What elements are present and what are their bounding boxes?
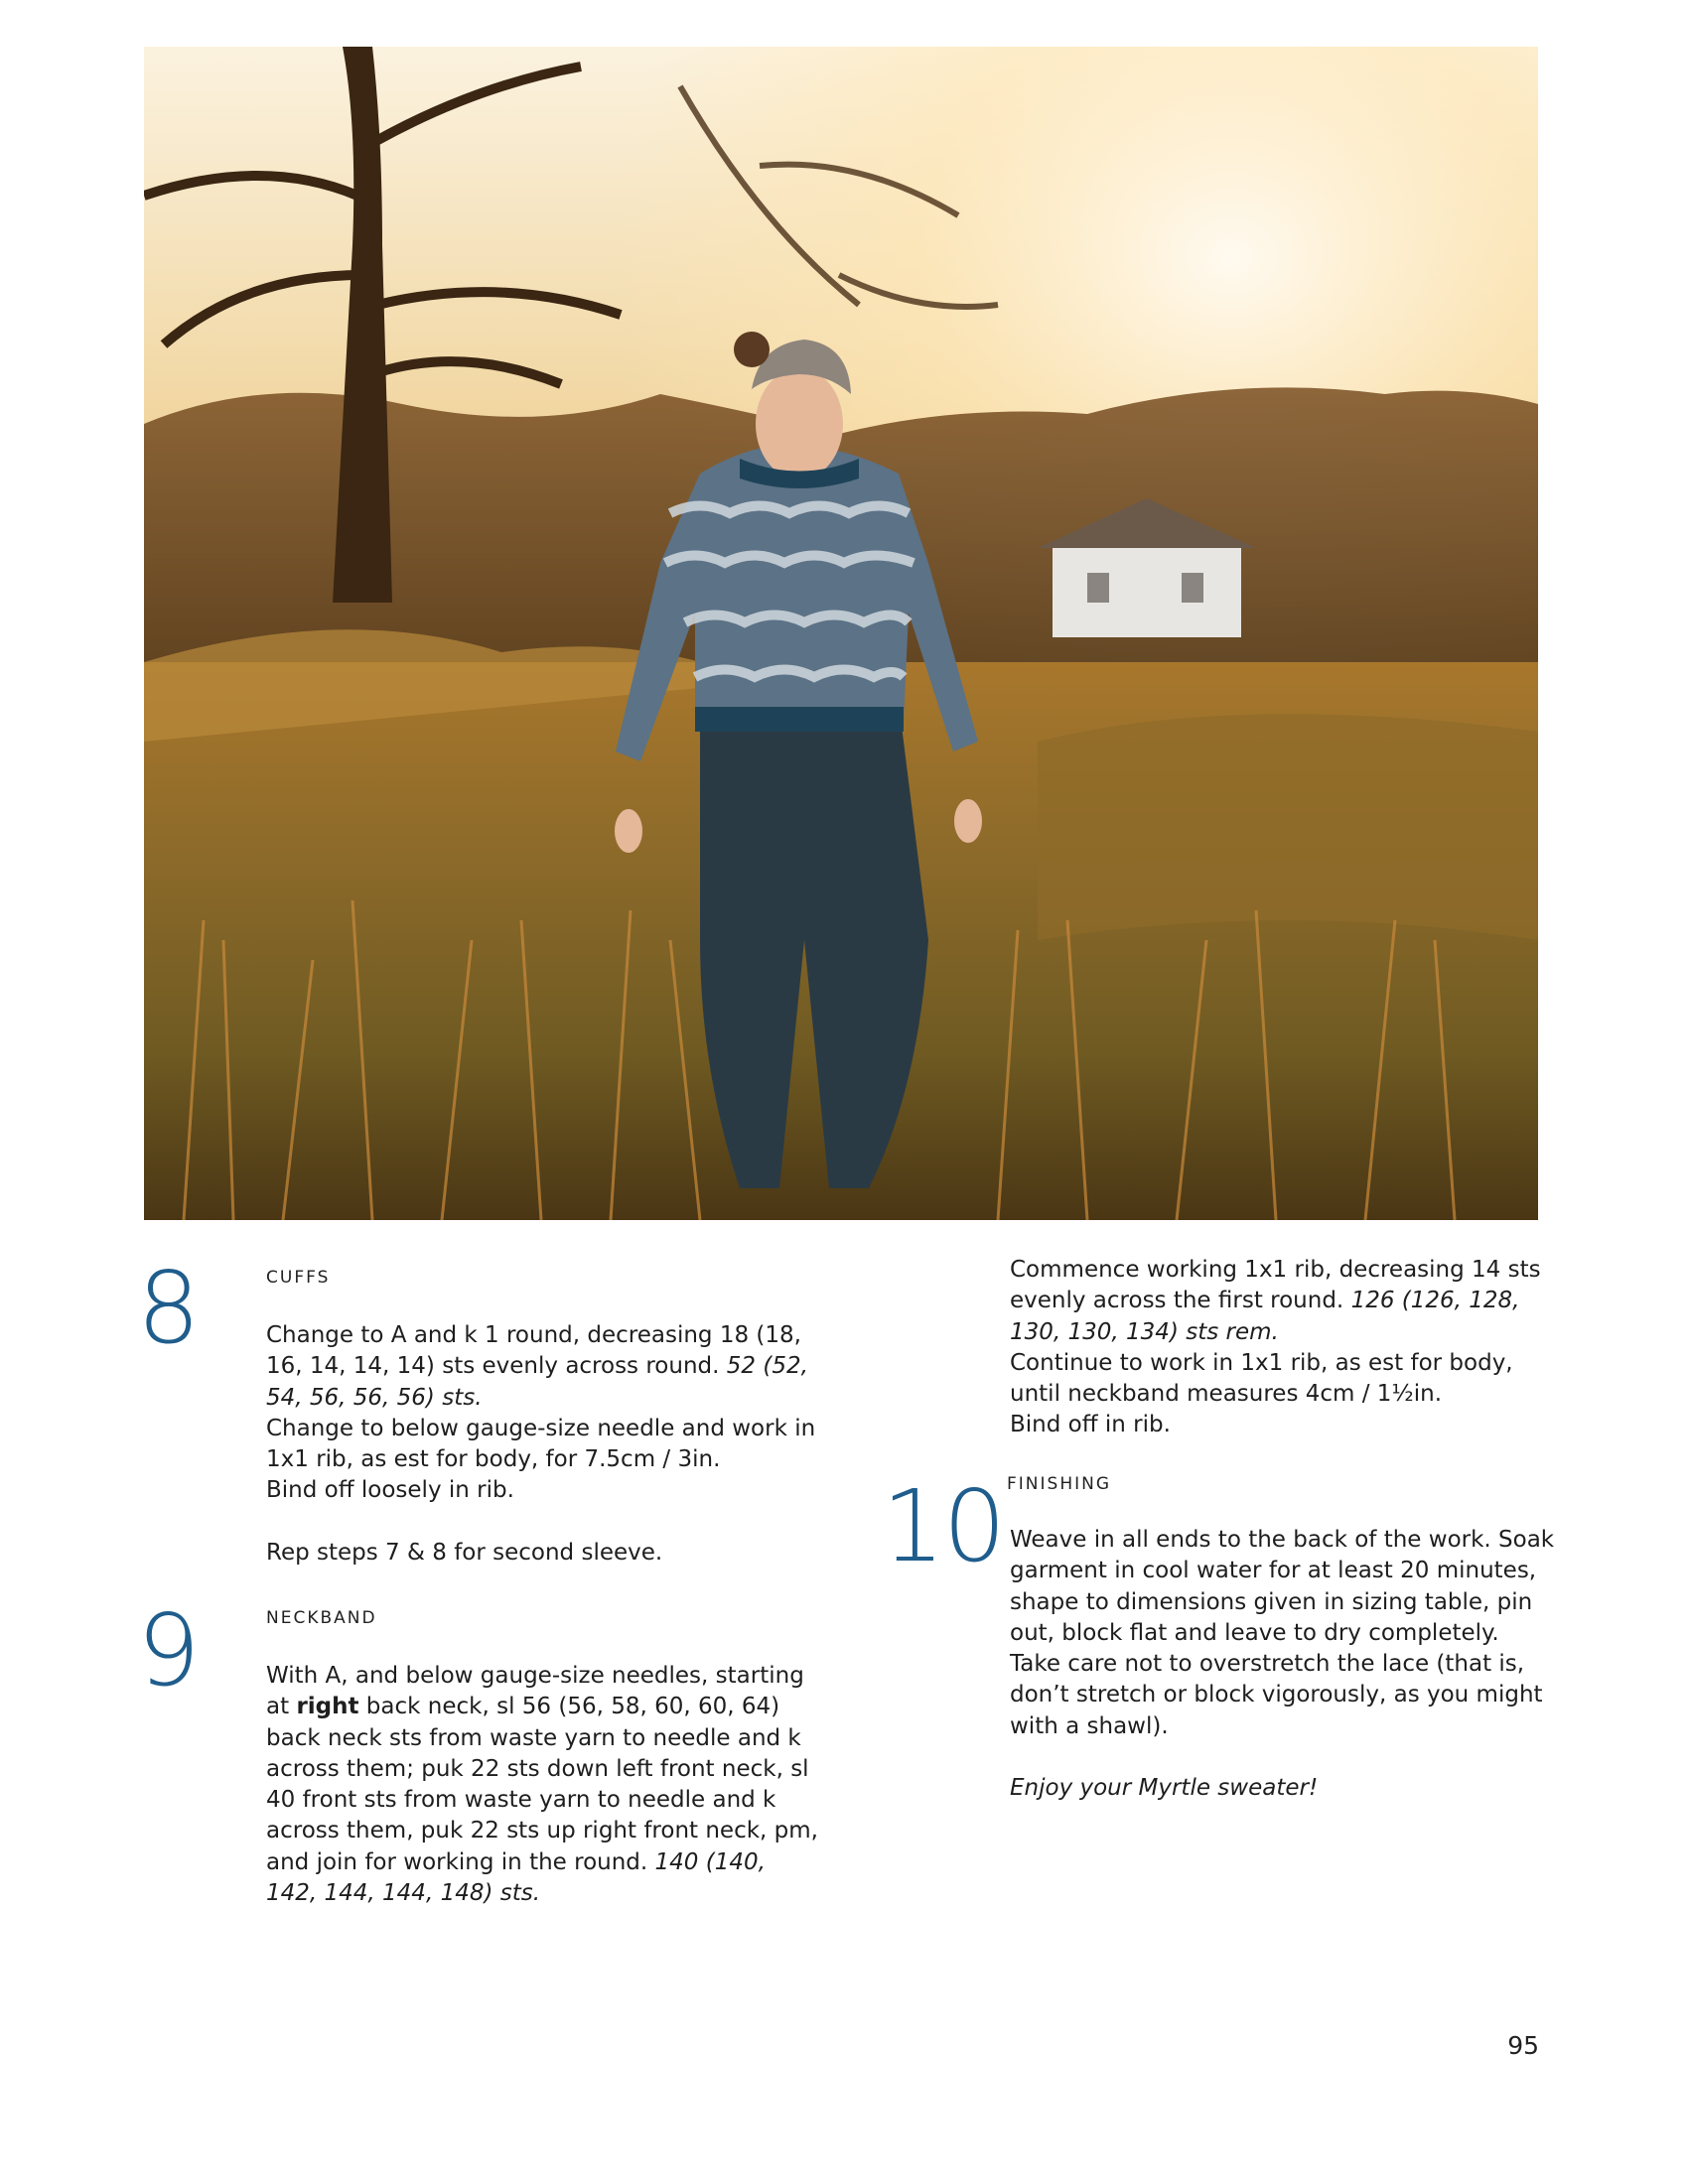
step-number-10: 10 xyxy=(882,1468,1005,1584)
step-number-8: 8 xyxy=(137,1250,199,1366)
cuffs-stitch-count: 52 (52, 54, 56, 56, 56) sts. xyxy=(266,1353,808,1411)
photo-woman-walking-in-field-icon xyxy=(144,47,1538,1220)
finishing-paragraph: Weave in all ends to the back of the work. Soak garment in cool water for at least 20 minutes, shape to dimensions given in sizing table, pin out, block flat and leave to dry completely. Take care not to overstretch the lace (that is, don’t stretch or block vigorously, as you might with a shawl). xyxy=(1010,1527,1555,1739)
hero-photo xyxy=(144,47,1538,1220)
cuffs-repeat-text: Rep steps 7 & 8 for second sleeve. xyxy=(266,1540,663,1566)
cuffs-bind-off-text: Bind off loosely in rib. xyxy=(266,1477,514,1504)
neckband-text-main: back neck, sl 56 (56, 58, 60, 60, 64) back neck sts from waste yarn to needle and k across them; puk 22 sts down left front neck, sl 40 front sts from waste yarn to needle and k across them, puk 22 sts up right front neck, pm, and join for working in the round. xyxy=(266,1694,818,1875)
section-heading-neckband: NECKBAND xyxy=(266,1608,377,1628)
neckband-text-start: With A, and below gauge-size needles, starting at xyxy=(266,1663,804,1720)
step-number-9: 9 xyxy=(137,1592,199,1708)
neckband-stitch-count: 140 (140, 142, 144, 144, 148) sts. xyxy=(266,1848,766,1907)
neckband-continue-text: Continue to work in 1x1 rib, as est for body, until neckband measures 4cm / 1½in. xyxy=(1010,1349,1513,1408)
page-number: 95 xyxy=(1507,2031,1539,2060)
neckband-rib-text: Commence working 1x1 rib, decreasing 14 sts evenly across the first round. xyxy=(1010,1257,1541,1314)
cuffs-paragraph xyxy=(266,1320,822,1507)
neckband-bold-right: right xyxy=(296,1694,359,1720)
finishing-enjoy-text: Enjoy your Myrtle sweater! xyxy=(1010,1775,1319,1801)
section-heading-cuffs: CUFFS xyxy=(266,1268,331,1288)
section-heading-finishing: FINISHING xyxy=(1007,1474,1112,1494)
finishing-closing-line xyxy=(1010,1773,1556,1804)
cuffs-instruction-text: Change to A and k 1 round, decreasing 18 (18, 16, 14, 14, 14) sts evenly across round. xyxy=(266,1322,801,1380)
cuffs-rib-text: Change to below gauge-size needle and work in 1x1 rib, as est for body, for 7.5cm / 3in. xyxy=(266,1415,816,1473)
neckband-remaining-count: 126 (126, 128, 130, 130, 134) sts rem. xyxy=(1010,1288,1520,1345)
neckband-continued-paragraph xyxy=(1010,1255,1556,1441)
neckband-bind-off-text: Bind off in rib. xyxy=(1010,1412,1171,1438)
neckband-paragraph xyxy=(266,1661,822,1909)
